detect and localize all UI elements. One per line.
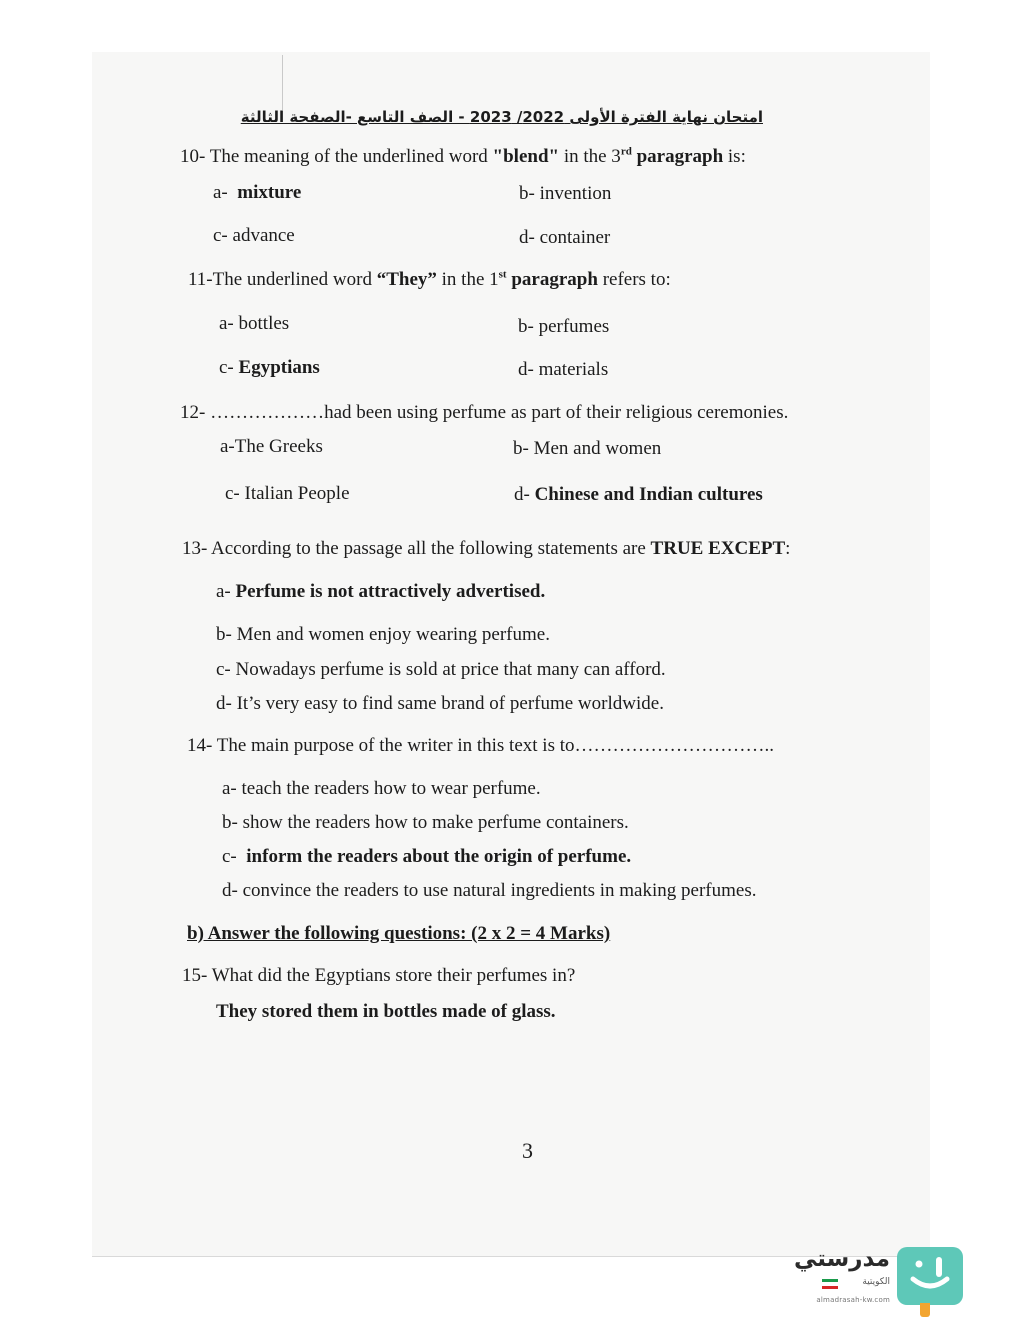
q14-option-d: d- convince the readers to use natural ingredients in making perfumes. [222,880,757,901]
q10-option-a: a- mixture [213,182,302,203]
exam-header: امتحان نهاية الفترة الأولى 2022/ 2023 - الصف التاسع -الصفحة الثالثة [240,108,763,126]
logo-subtitle: الكويتية [862,1277,890,1287]
logo-name: مدرستي [793,1246,890,1272]
q13-option-b: b- Men and women enjoy wearing perfume. [216,624,550,645]
q10-option-d: d- container [519,227,611,248]
question-13: 13- According to the passage all the following statements are TRUE EXCEPT: [182,538,791,559]
q11-option-b: b- perfumes [518,316,610,337]
question-10: 10- The meaning of the underlined word "blend" in the 3rd paragraph is: [180,145,746,167]
section-b-heading: b) Answer the following questions: (2 x 2 = 4 Marks) [187,923,611,944]
q11-option-d: d- materials [518,359,609,380]
logo-url: almadrasah-kw.com [816,1296,890,1304]
question-12: 12- ………………had been using perfume as part of their religious ceremonies. [180,402,789,423]
q12-option-c: c- Italian People [225,483,350,504]
q10-option-b: b- invention [519,183,612,204]
q12-option-b: b- Men and women [513,438,662,459]
q14-option-c: c- inform the readers about the origin of perfume. [222,846,632,867]
kuwait-flag-icon [822,1279,838,1289]
logo-bookmark-tab [920,1303,930,1317]
q12-option-a: a-The Greeks [220,436,323,457]
q13-option-d: d- It’s very easy to find same brand of perfume worldwide. [216,693,664,714]
q15-answer: They stored them in bottles made of glass. [216,1001,556,1022]
q11-option-a: a- bottles [219,313,290,334]
q12-option-d: d- Chinese and Indian cultures [514,484,763,505]
q10-option-c: c- advance [213,225,295,246]
question-15: 15- What did the Egyptians store their perfumes in? [182,965,576,986]
q13-option-a: a- Perfume is not attractively advertised. [216,581,546,602]
q11-option-c: c- Egyptians [219,357,320,378]
page-number: 3 [522,1138,533,1163]
q14-option-b: b- show the readers how to make perfume containers. [222,812,629,833]
madrasati-logo-icon [897,1247,963,1305]
q13-option-c: c- Nowadays perfume is sold at price that many can afford. [216,659,666,680]
q14-option-a: a- teach the readers how to wear perfume. [222,778,541,799]
question-11: 11-The underlined word “They” in the 1st paragraph refers to: [188,268,671,290]
question-14: 14- The main purpose of the writer in this text is to………………………….. [187,735,774,756]
paper-crease [282,55,283,110]
